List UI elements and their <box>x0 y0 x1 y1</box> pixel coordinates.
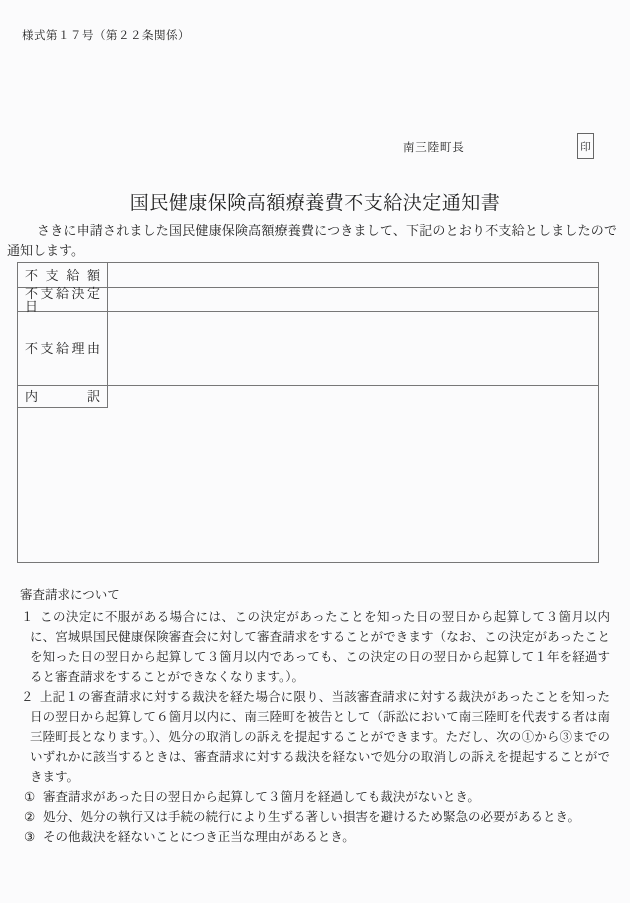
table-row-breakdown <box>18 386 598 408</box>
row-value-nonpayment-reason <box>108 312 598 385</box>
appeal-item-2 <box>20 687 610 787</box>
row-label-nonpayment-amount: 不支給額 <box>18 263 108 287</box>
appeal-subitem-3-text: その他裁決を経ないことにつき正当な理由があるとき。 <box>43 830 355 844</box>
row-value-nonpayment-amount <box>108 263 598 287</box>
appeal-subitem-1-text: 審査請求があった日の翌日から起算して３箇月を経過しても裁決がないとき。 <box>43 790 480 804</box>
row-label-nonpayment-reason: 不支給理由 <box>18 312 108 385</box>
row-value-breakdown <box>108 386 598 408</box>
row-label-decision-date: 不支給決定日 <box>18 288 108 311</box>
appeal-subitem-2 <box>20 807 610 827</box>
form-number: 様式第１７号（第２２条関係） <box>22 30 190 42</box>
appeal-item-1-text: この決定に不服がある場合には、この決定があったことを知った日の翌日から起算して３箇月以内に、宮城県国民健康保険審査会に対して審査請求をすることができます（なお、この決定があったことを知った日の翌日から起算して３箇月以内であっても、この決定の日の翌日から起算して１年を経過すると審査請求をすることができなくなります。）。 <box>30 610 610 684</box>
row-value-decision-date <box>108 288 598 311</box>
table-row-nonpayment-amount <box>18 263 598 288</box>
table-row-nonpayment-reason <box>18 312 598 386</box>
seal-label: 印 <box>580 141 591 153</box>
appeal-item-1-number: １ <box>21 610 34 624</box>
appeal-item-1 <box>20 607 610 687</box>
appeal-subitem-3 <box>20 827 610 847</box>
appeal-item-2-number: ２ <box>21 690 34 704</box>
appeal-heading: 審査請求について <box>20 588 120 602</box>
addressee-title: 南三陸町長 <box>403 142 465 154</box>
appeal-subitem-1 <box>20 787 610 807</box>
table-row-decision-date <box>18 285 598 314</box>
appeal-subitem-1-number: ① <box>24 790 36 804</box>
appeal-subitem-2-text: 処分、処分の執行又は手続の続行により生ずる著しい損害を避けるため緊急の必要があるとき。 <box>43 810 581 824</box>
document-title: 国民健康保険高額療養費不支給決定通知書 <box>129 193 501 214</box>
row-label-breakdown: 内訳 <box>18 386 108 408</box>
appeal-subitem-2-number: ② <box>24 810 36 824</box>
breakdown-blank-area <box>18 408 598 562</box>
appeal-item-2-text: 上記１の審査請求に対する裁決を経た場合に限り、当該審査請求に対する裁決があったことを知った日の翌日から起算して６箇月以内に、南三陸町を被告として（訴訟において南三陸町を代表する者は南三陸町長となります。）、処分の取消しの訴えを提起することができます。ただし、次の①から③までのいずれかに該当するときは、審査請求に対する裁決を経ないで処分の取消しの訴えを提起することができます。 <box>30 690 610 784</box>
intro-paragraph: さきに申請されました国民健康保険高額療養費につきまして、下記のとおり不支給としましたので通知します。 <box>7 223 617 258</box>
appeal-subitem-3-number: ③ <box>24 830 36 844</box>
appeal-information-section <box>20 585 610 847</box>
benefit-decision-table <box>17 262 599 563</box>
seal-placeholder-box <box>577 133 594 159</box>
